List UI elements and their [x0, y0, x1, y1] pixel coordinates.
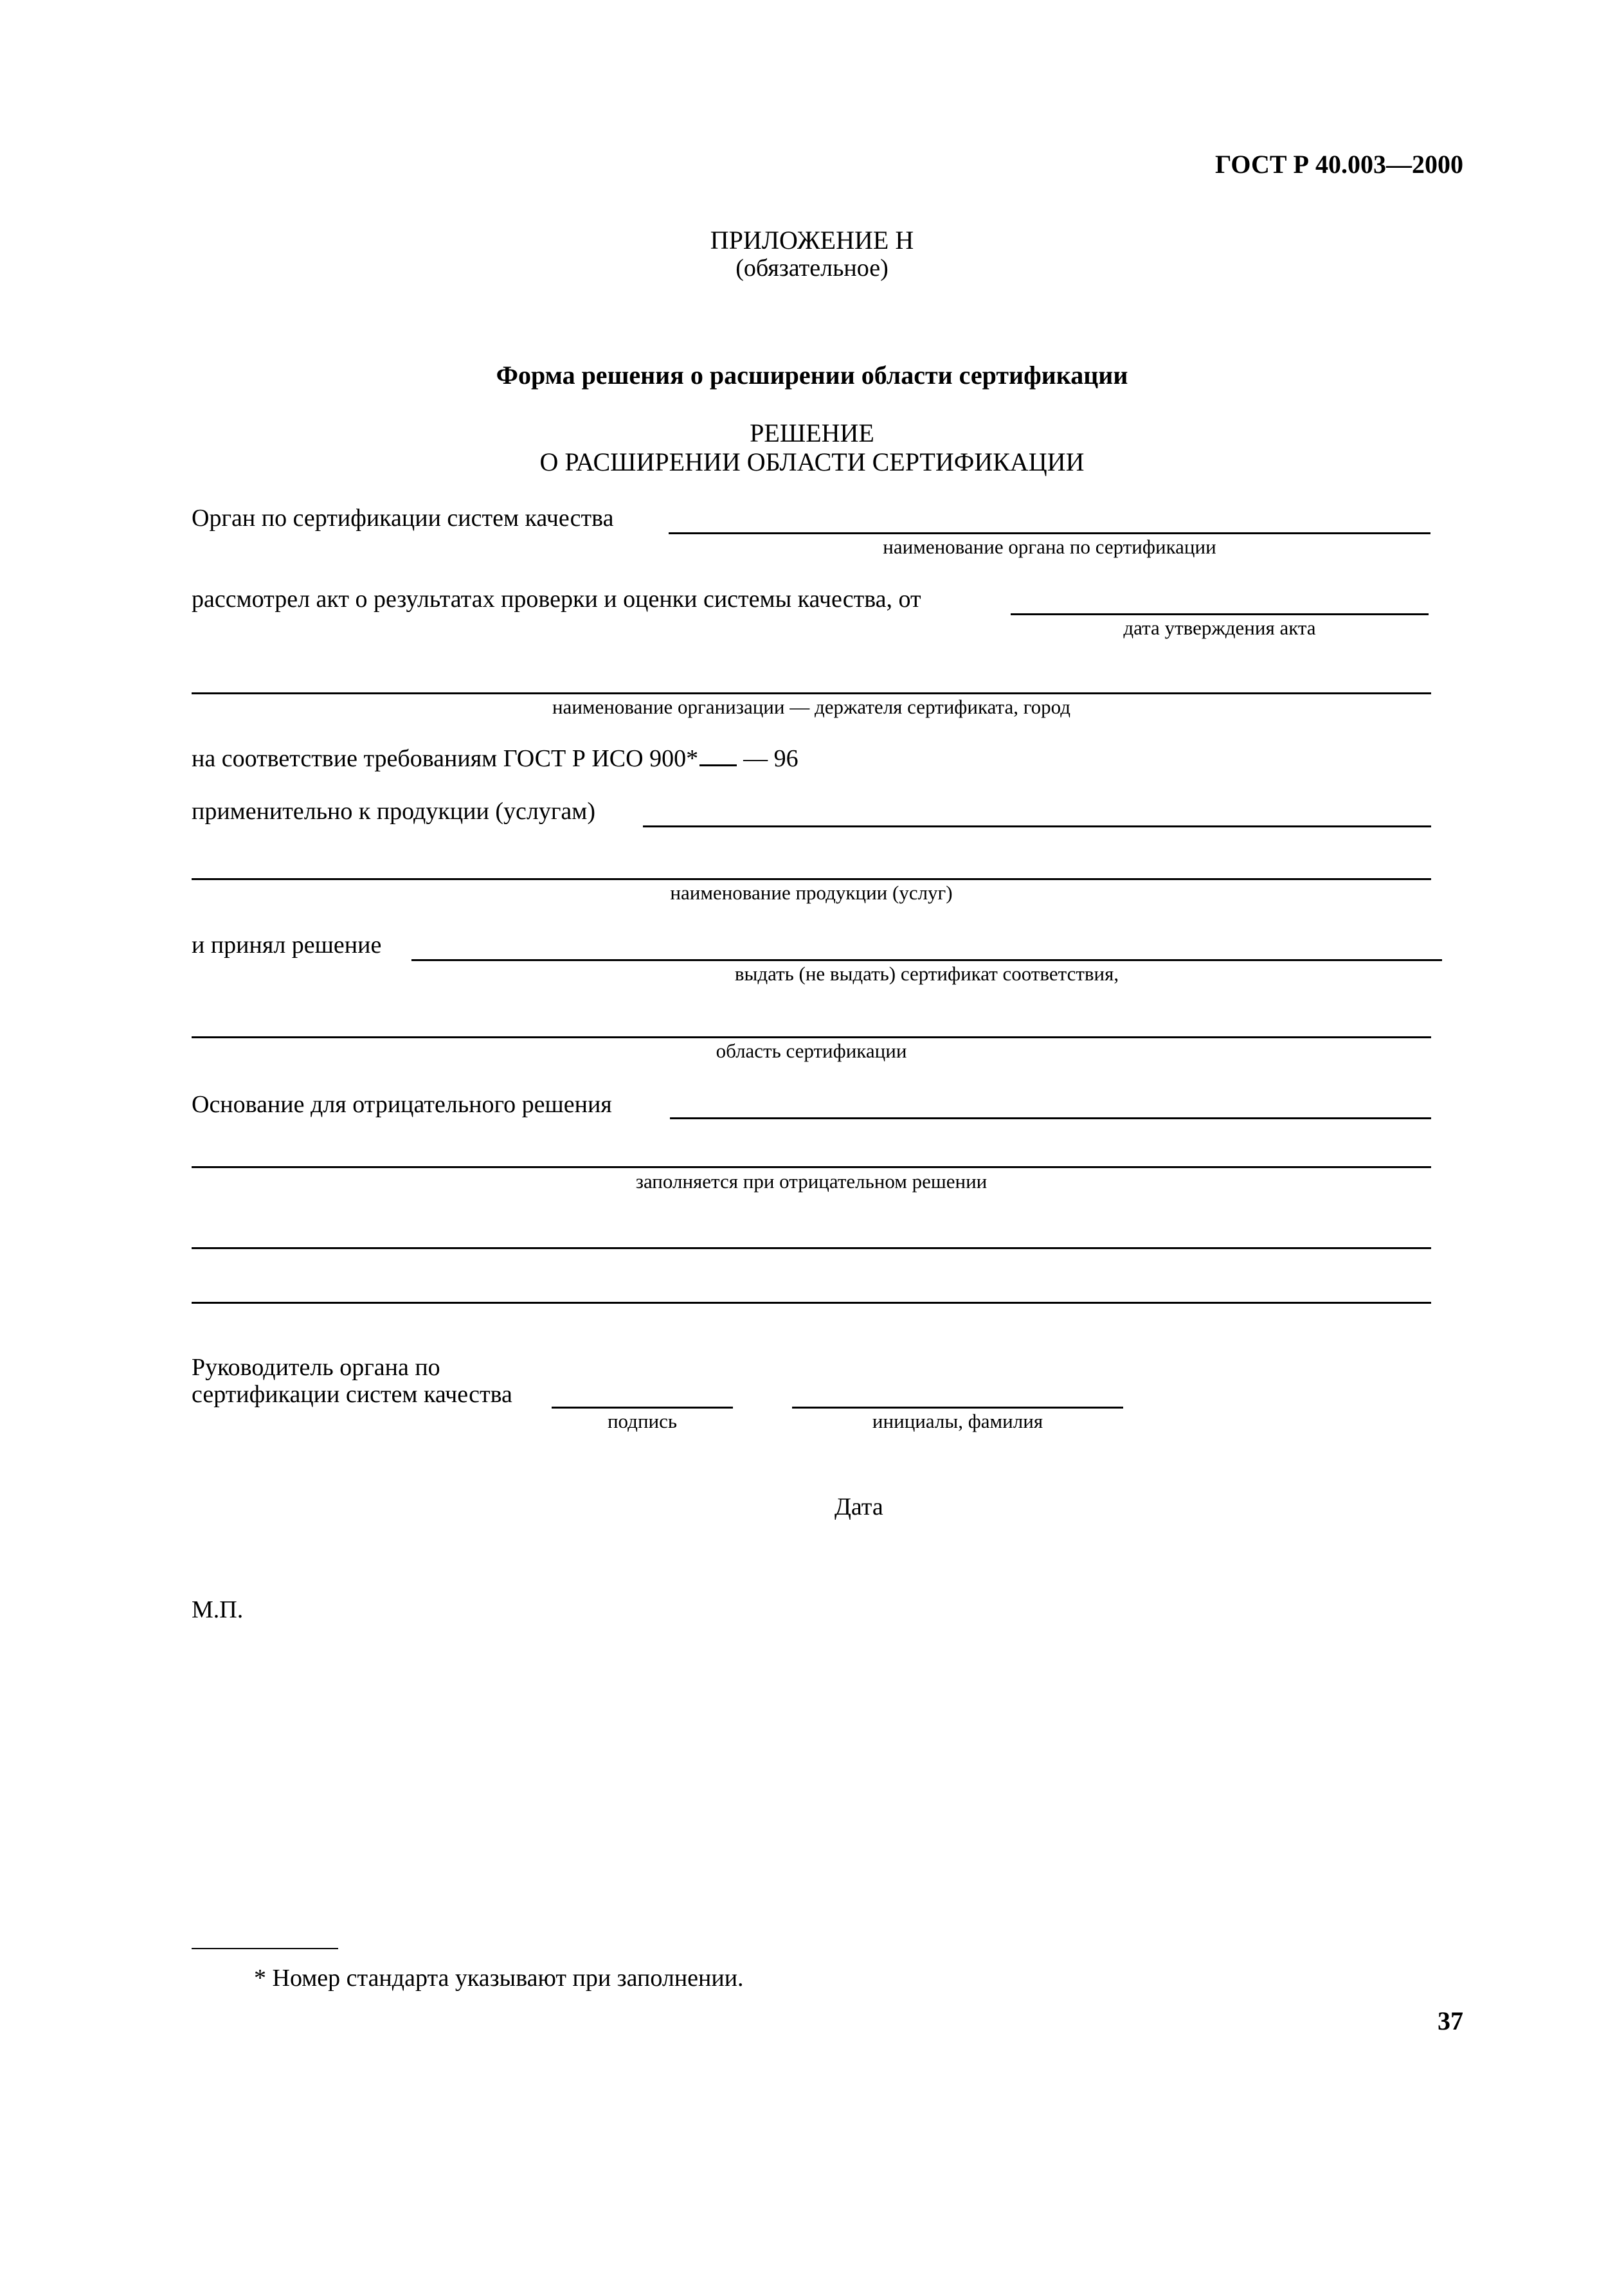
standard-compliance-text: [192, 744, 798, 773]
signature-caption: подпись: [607, 1410, 678, 1432]
initials-surname-caption: инициалы, фамилия: [872, 1410, 1043, 1432]
form-title: Форма решения о расширении области сертификации: [496, 361, 1128, 390]
date-label: Дата: [835, 1493, 883, 1520]
negative-reason-field-2[interactable]: [192, 1166, 1431, 1168]
decision-heading-line2: О РАСШИРЕНИИ ОБЛАСТИ СЕРТИФИКАЦИИ: [539, 447, 1085, 476]
certification-scope-caption: область сертификации: [716, 1040, 907, 1062]
products-field[interactable]: [643, 825, 1431, 827]
standard-number: ГОСТ Р 40.003—2000: [1214, 150, 1463, 179]
signature-field[interactable]: [552, 1407, 733, 1409]
additional-line-2[interactable]: [192, 1302, 1431, 1304]
organization-field[interactable]: [192, 692, 1431, 694]
footnote: * Номер стандарта указывают при заполнении.: [254, 1965, 744, 1992]
certification-body-field[interactable]: [669, 532, 1430, 534]
standard-number-blank[interactable]: [699, 745, 737, 766]
decision-caption: выдать (не выдать) сертификат соответствия,: [734, 962, 1119, 985]
act-review-label: рассмотрел акт о результатах проверки и оценки системы качества, от: [192, 586, 921, 613]
footnote-separator: [192, 1948, 338, 1949]
certification-scope-field[interactable]: [192, 1036, 1431, 1038]
head-of-body-label-line1: Руководитель органа по: [192, 1354, 440, 1381]
products-caption: наименование продукции (услуг): [670, 881, 953, 904]
negative-reason-label: Основание для отрицательного решения: [192, 1091, 612, 1118]
stamp-place-label: М.П.: [192, 1596, 244, 1623]
appendix-title: ПРИЛОЖЕНИЕ Н: [710, 226, 914, 255]
negative-reason-caption: заполняется при отрицательном решении: [635, 1170, 988, 1193]
organization-caption: наименование организации — держателя сертификата, город: [552, 696, 1071, 718]
certification-body-label: Орган по сертификации систем качества: [192, 505, 614, 532]
head-of-body-label-line2: сертификации систем качества: [192, 1381, 512, 1408]
appendix-subtitle: (обязательное): [735, 255, 889, 282]
additional-line-1[interactable]: [192, 1247, 1431, 1249]
certification-body-caption: наименование органа по сертификации: [883, 536, 1216, 558]
products-name-field[interactable]: [192, 878, 1431, 880]
act-date-field[interactable]: [1011, 613, 1429, 615]
decision-field[interactable]: [411, 959, 1442, 961]
standard-compliance-prefix: на соответствие требованиям ГОСТ Р ИСО 900*: [192, 745, 699, 772]
standard-year-suffix: — 96: [743, 745, 798, 772]
act-date-caption: дата утверждения акта: [1123, 617, 1316, 639]
decision-heading-line1: РЕШЕНИЕ: [750, 419, 874, 447]
decision-label: и принял решение: [192, 932, 382, 959]
negative-reason-field[interactable]: [670, 1117, 1431, 1119]
products-label: применительно к продукции (услугам): [192, 798, 596, 825]
initials-surname-field[interactable]: [792, 1407, 1123, 1409]
page-number: 37: [1438, 2006, 1463, 2035]
